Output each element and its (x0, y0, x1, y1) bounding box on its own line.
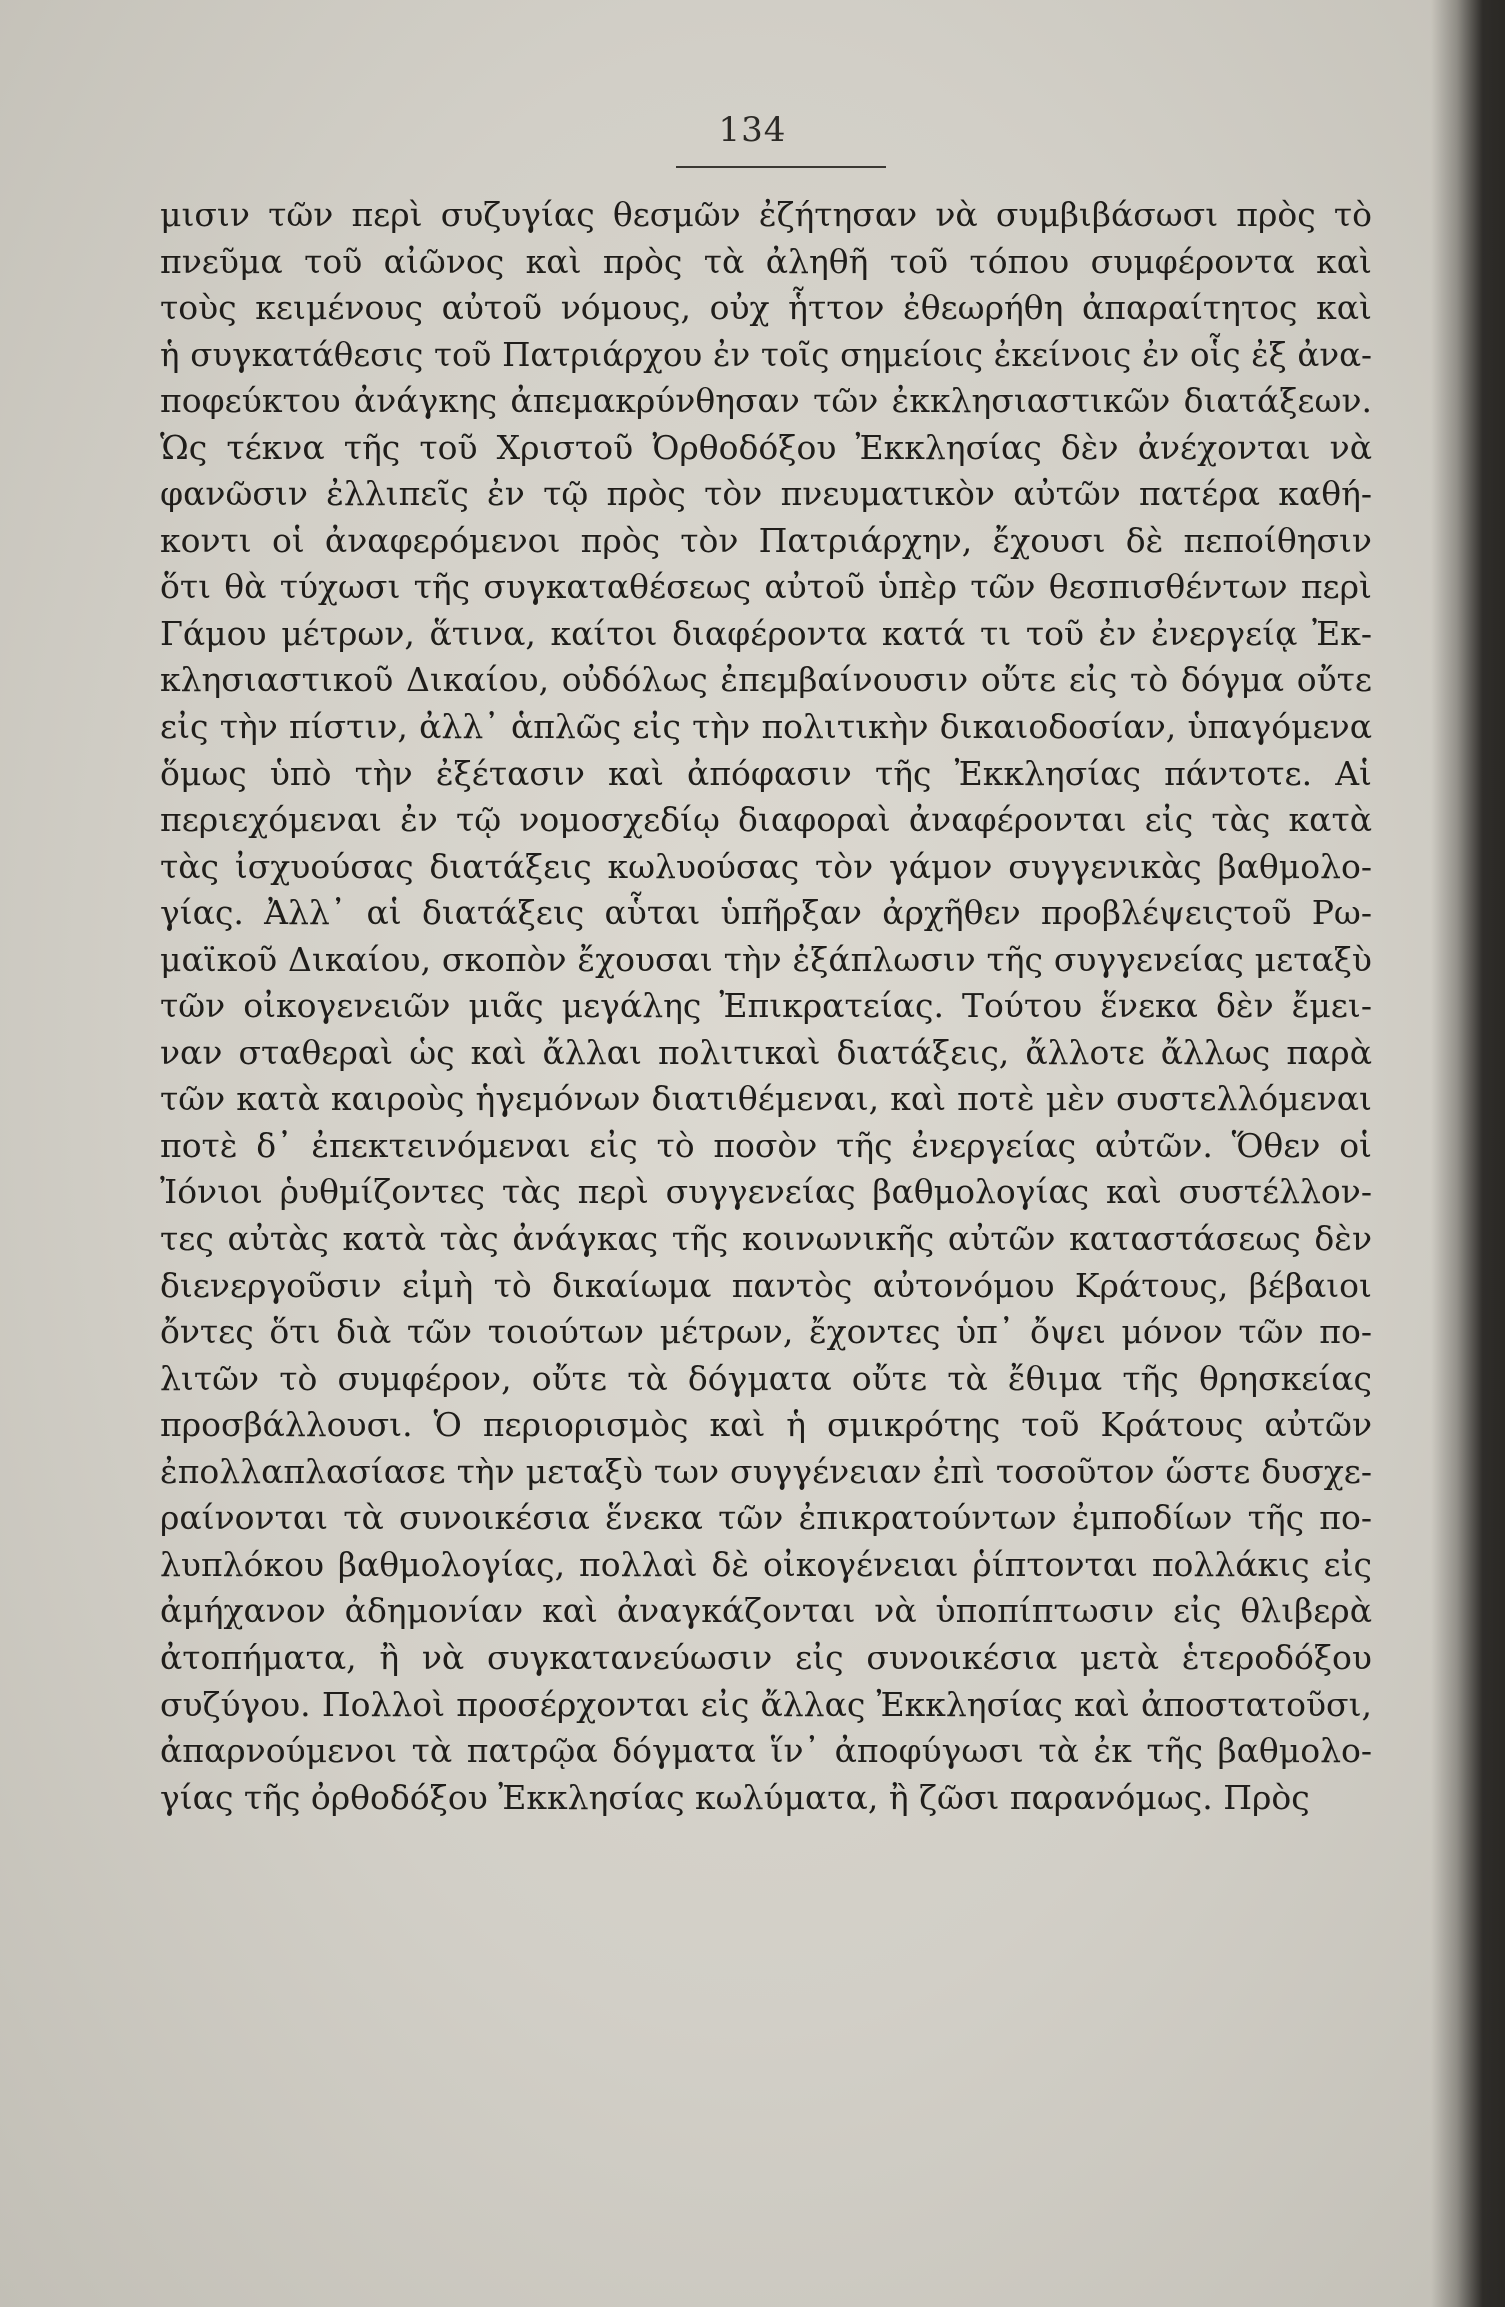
text-line: Γάμου μέτρων, ἅτινα, καίτοι διαφέροντα κατά τι τοῦ ἐν ἐνεργείᾳ Ἐκ- (160, 613, 1372, 653)
text-line: ἡ συγκατάθεσις τοῦ Πατριάρχου ἐν τοῖς σημείοις ἐκείνοις ἐν οἷς ἐξ ἀνα- (160, 335, 1372, 374)
text-line: εἰς τὴν πίστιν, ἀλλ᾽ ἁπλῶς εἰς τὴν πολιτικὴν δικαιοδοσίαν, ὑπαγόμενα (160, 707, 1372, 747)
text-line: γίας τῆς ὀρθοδόξου Ἐκκλησίας κωλύματα, ἢ ζῶσι παρανόμως. Πρὸς (160, 1777, 1310, 1817)
header-rule (676, 166, 886, 168)
text-line: μαϊκοῦ Δικαίου, σκοπὸν ἔχουσαι τὴν ἐξάπλωσιν τῆς συγγενείας μεταξὺ (160, 939, 1372, 979)
text-line: προσβάλλουσι. Ὁ περιορισμὸς καὶ ἡ σμικρότης τοῦ Κράτους αὐτῶν (160, 1405, 1372, 1445)
text-line: λυπλόκου βαθμολογίας, πολλαὶ δὲ οἰκογένειαι ῥίπτονται πολλάκις εἰς (160, 1544, 1372, 1584)
text-line: τῶν κατὰ καιροὺς ἡγεμόνων διατιθέμεναι, καὶ ποτὲ μὲν συστελλόμεναι (160, 1079, 1372, 1119)
body-text (160, 192, 1372, 1821)
text-line: ἀτοπήματα, ἢ νὰ συγκατανεύωσιν εἰς συνοικέσια μετὰ ἑτεροδόξου (160, 1637, 1372, 1677)
text-line: μισιν τῶν περὶ συζυγίας θεσμῶν ἐζήτησαν νὰ συμβιβάσωσι πρὸς τὸ (160, 195, 1372, 234)
book-spine-shadow (1431, 0, 1505, 2307)
text-line: Ὡς τέκνα τῆς τοῦ Χριστοῦ Ὀρθοδόξου Ἐκκλησίας δὲν ἀνέχονται νὰ (160, 427, 1372, 467)
text-line: τες αὐτὰς κατὰ τὰς ἀνάγκας τῆς κοινωνικῆς αὐτῶν καταστάσεως δὲν (160, 1219, 1372, 1259)
text-line: ἀμήχανον ἀδημονίαν καὶ ἀναγκάζονται νὰ ὑποπίπτωσιν εἰς θλιβερὰ (160, 1591, 1372, 1631)
text-line: Ἰόνιοι ῥυθμίζοντες τὰς περὶ συγγενείας βαθμολογίας καὶ συστέλλον- (160, 1172, 1372, 1212)
text-line: τῶν οἰκογενειῶν μιᾶς μεγάλης Ἐπικρατείας. Τούτου ἕνεκα δὲν ἔμει- (160, 986, 1372, 1026)
text-line: περιεχόμεναι ἐν τῷ νομοσχεδίῳ διαφοραὶ ἀναφέρονται εἰς τὰς κατὰ (160, 800, 1372, 840)
text-line: ποφεύκτου ἀνάγκης ἀπεμακρύνθησαν τῶν ἐκκλησιαστικῶν διατάξεων. (160, 381, 1372, 421)
text-line: ὅτι θὰ τύχωσι τῆς συγκαταθέσεως αὐτοῦ ὑπὲρ τῶν θεσπισθέντων περὶ (160, 567, 1372, 607)
text-line: διενεργοῦσιν εἰμὴ τὸ δικαίωμα παντὸς αὐτονόμου Κράτους, βέβαιοι (160, 1265, 1372, 1305)
text-line: ὅμως ὑπὸ τὴν ἐξέτασιν καὶ ἀπόφασιν τῆς Ἐκκλησίας πάντοτε. Αἱ (160, 753, 1372, 793)
text-line: ἐπολλαπλασίασε τὴν μεταξὺ των συγγένειαν ἐπὶ τοσοῦτον ὥστε δυσχε- (160, 1451, 1372, 1491)
text-line: ναν σταθεραὶ ὡς καὶ ἄλλαι πολιτικαὶ διατάξεις, ἄλλοτε ἄλλως παρὰ (160, 1032, 1372, 1072)
text-line: συζύγου. Πολλοὶ προσέρχονται εἰς ἄλλας Ἐκκλησίας καὶ ἀποστατοῦσι, (160, 1684, 1372, 1724)
text-line: λιτῶν τὸ συμφέρον, οὔτε τὰ δόγματα οὔτε τὰ ἔθιμα τῆς θρησκείας (160, 1358, 1372, 1398)
text-line: τὰς ἰσχυούσας διατάξεις κωλυούσας τὸν γάμον συγγενικὰς βαθμολο- (160, 846, 1372, 886)
text-line: ἀπαρνούμενοι τὰ πατρῷα δόγματα ἵν᾽ ἀποφύγωσι τὰ ἐκ τῆς βαθμολο- (160, 1731, 1372, 1771)
text-line: γίας. Ἀλλ᾽ αἱ διατάξεις αὗται ὑπῆρξαν ἀρχῆθεν προβλέψειςτοῦ Ρω- (160, 893, 1372, 933)
text-line: τοὺς κειμένους αὐτοῦ νόμους, οὐχ ἧττον ἐθεωρήθη ἀπαραίτητος καὶ (160, 288, 1372, 328)
page-number: 134 (718, 110, 787, 150)
text-line: ραίνονται τὰ συνοικέσια ἕνεκα τῶν ἐπικρατούντων ἐμποδίων τῆς πο- (160, 1498, 1372, 1538)
text-line: κοντι οἱ ἀναφερόμενοι πρὸς τὸν Πατριάρχην, ἔχουσι δὲ πεποίθησιν (160, 520, 1372, 560)
text-line: ποτὲ δ᾽ ἐπεκτεινόμεναι εἰς τὸ ποσὸν τῆς ἐνεργείας αὐτῶν. Ὅθεν οἱ (160, 1125, 1372, 1165)
text-line: φανῶσιν ἐλλιπεῖς ἐν τῷ πρὸς τὸν πνευματικὸν αὐτῶν πατέρα καθή- (160, 474, 1372, 514)
text-line: ὄντες ὅτι διὰ τῶν τοιούτων μέτρων, ἔχοντες ὑπ᾽ ὄψει μόνον τῶν πο- (160, 1312, 1372, 1352)
text-line: πνεῦμα τοῦ αἰῶνος καὶ πρὸς τὰ ἀληθῆ τοῦ τόπου συμφέροντα καὶ (160, 241, 1372, 281)
text-line: κλησιαστικοῦ Δικαίου, οὐδόλως ἐπεμβαίνουσιν οὔτε εἰς τὸ δόγμα οὔτε (160, 660, 1372, 700)
